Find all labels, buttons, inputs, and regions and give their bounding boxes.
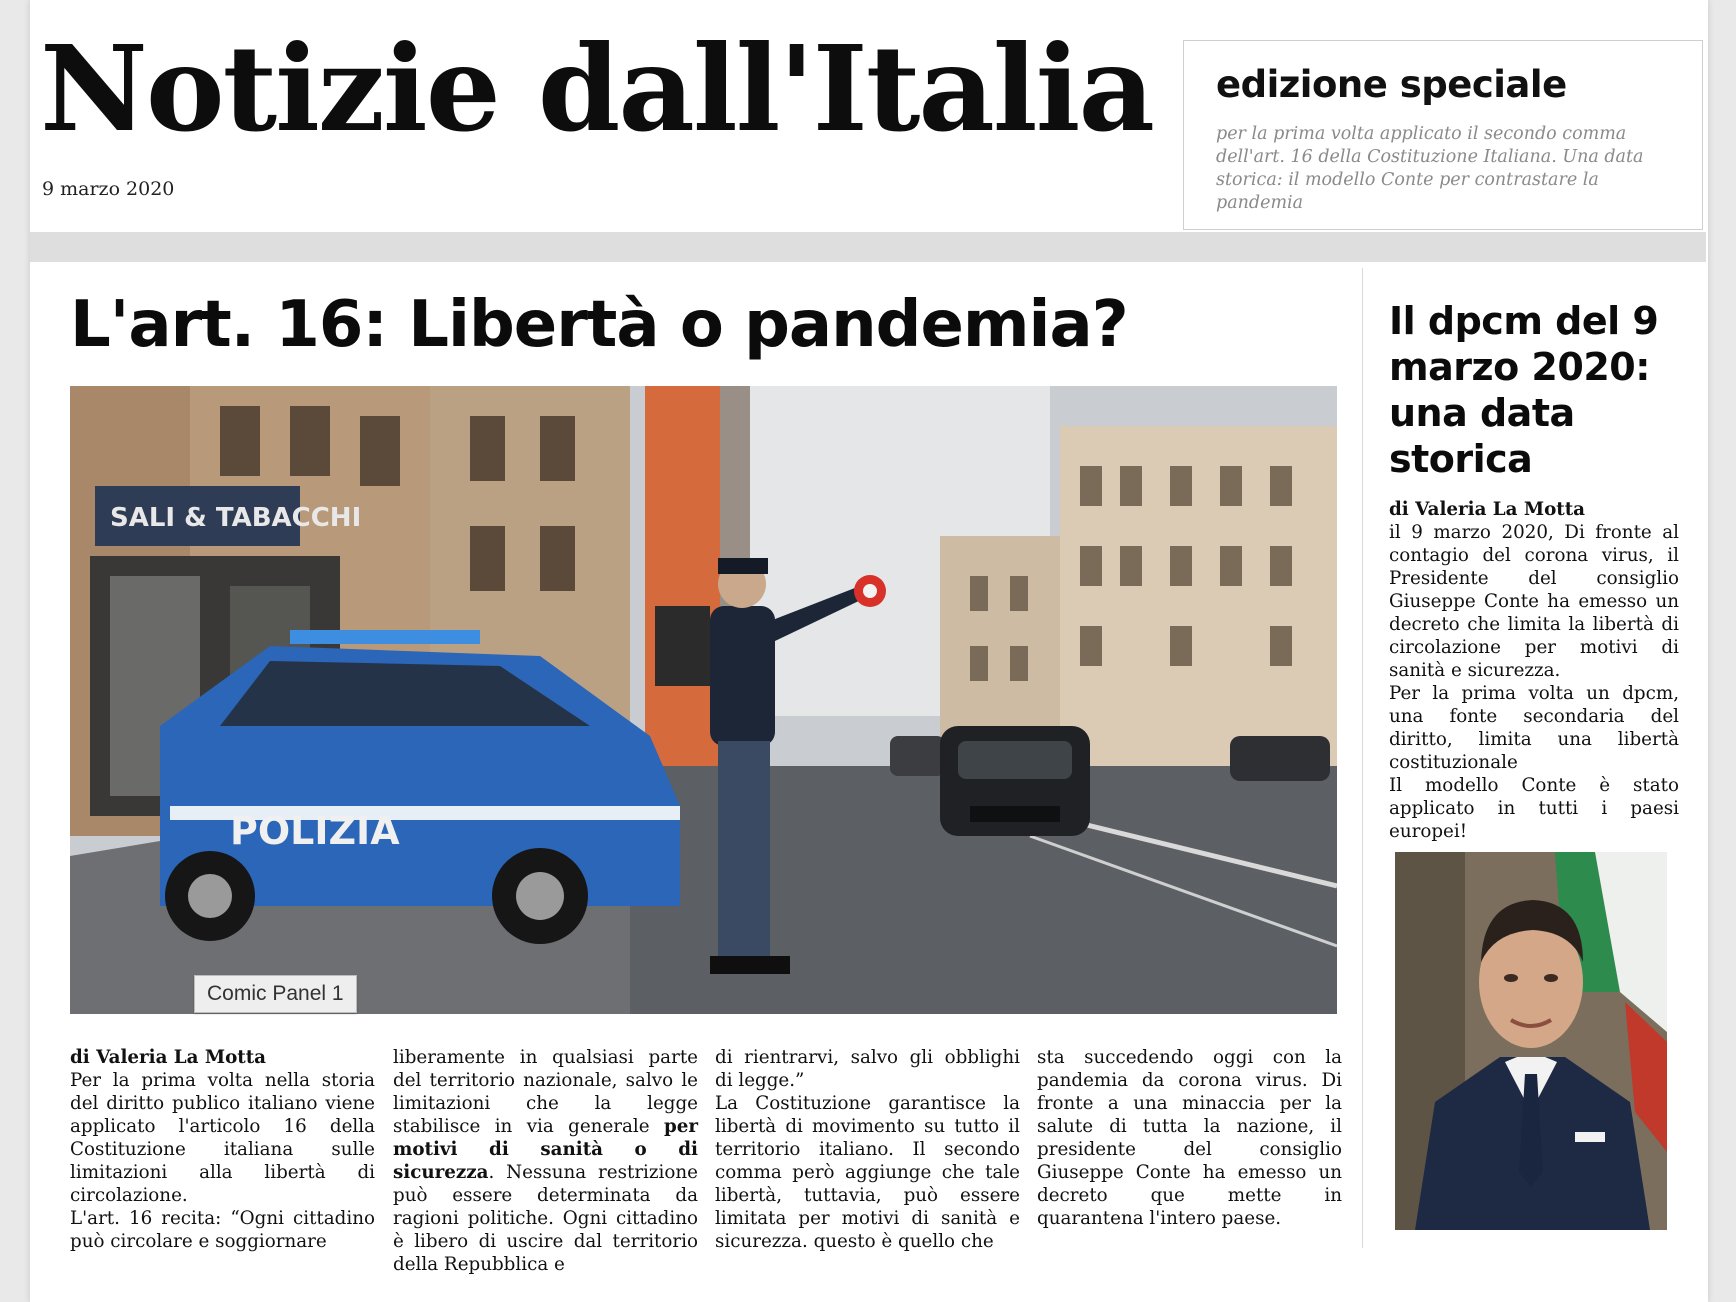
masthead-title: Notizie dall'Italia — [40, 19, 1153, 158]
sidebar-p1: il 9 marzo 2020, Di fronte al contagio del corona virus, il Presidente del consiglio Giuseppe Conte ha emesso un decreto che limita la libertà di circolazione per motivi di sanità e sicurezza. — [1389, 522, 1679, 681]
article-col1-p2: L'art. 16 recita: “Ogni cittadino può circolare e soggiornare — [70, 1208, 375, 1252]
article-col2-text-a: liberamente in qualsiasi parte del territorio nazionale, salvo le limitazioni che la legge stabilisce in via generale — [393, 1047, 698, 1137]
article-column-3 — [715, 1046, 1020, 1253]
sidebar-headline: Il dpcm del 9 marzo 2020: una data storica — [1389, 299, 1659, 481]
sidebar-article — [1389, 498, 1679, 843]
article-col3-p2: La Costituzione garantisce la libertà di movimento su tutto il territorio italiano. Il secondo comma però aggiunge che tale libertà, tuttavia, può essere limitata per motivi di sanità e sicurezza. questo è quello che — [715, 1093, 1020, 1252]
comic-panel-label: Comic Panel 1 — [194, 975, 357, 1013]
sidebar-byline: di Valeria La Motta — [1389, 499, 1586, 520]
special-edition-text: per la prima volta applicato il secondo comma dell'art. 16 della Costituzione Italiana. Una data storica: il modello Conte per contrastare la pandemia — [1216, 124, 1644, 213]
special-edition-title: edizione speciale — [1216, 63, 1567, 106]
conte-portrait-photo — [1395, 852, 1667, 1230]
article-col4-p1: sta succedendo oggi con la pandemia da corona virus. Di fronte a una minaccia per la salute di tutta la nazione, il presidente del consiglio Giuseppe Conte ha emesso un decreto que mette in quarantena l'intero paese. — [1037, 1047, 1342, 1229]
sidebar-p3: Il modello Conte è stato applicato in tutti i paesi europei! — [1389, 775, 1679, 842]
article-col3-p1: di rientrarvi, salvo gli obblighi di legge.” — [715, 1047, 1020, 1091]
sidebar-p2: Per la prima volta un dpcm, una fonte secondaria del diritto, limita una libertà costituzionale — [1389, 683, 1679, 773]
shop-sign-text: SALI & TABACCHI — [110, 503, 362, 533]
issue-date: 9 marzo 2020 — [42, 178, 175, 200]
article-column-4 — [1037, 1046, 1342, 1230]
column-rule — [1362, 268, 1363, 1248]
article-column-1 — [70, 1046, 375, 1253]
article-col1-p1: Per la prima volta nella storia del diritto publico italiano viene applicato l'articolo 16 della Costituzione italiana sulle limitazioni alla libertà di circolazione. — [70, 1070, 375, 1206]
article-byline: di Valeria La Motta — [70, 1047, 267, 1068]
special-edition-box — [1183, 40, 1703, 230]
police-car-text: POLIZIA — [230, 809, 400, 853]
article-headline: L'art. 16: Libertà o pandemia? — [70, 288, 1128, 362]
section-divider — [30, 232, 1706, 262]
article-col2-bold: per motivi di sanità o di sicurezza — [393, 1116, 699, 1183]
article-col2-text-b: . Nessuna restrizione può essere determinata da ragioni politiche. Ogni cittadino è libero di uscire dal territorio della Repubblica e — [393, 1162, 698, 1275]
police-checkpoint-photo — [70, 386, 1337, 1014]
article-column-2 — [393, 1046, 698, 1276]
